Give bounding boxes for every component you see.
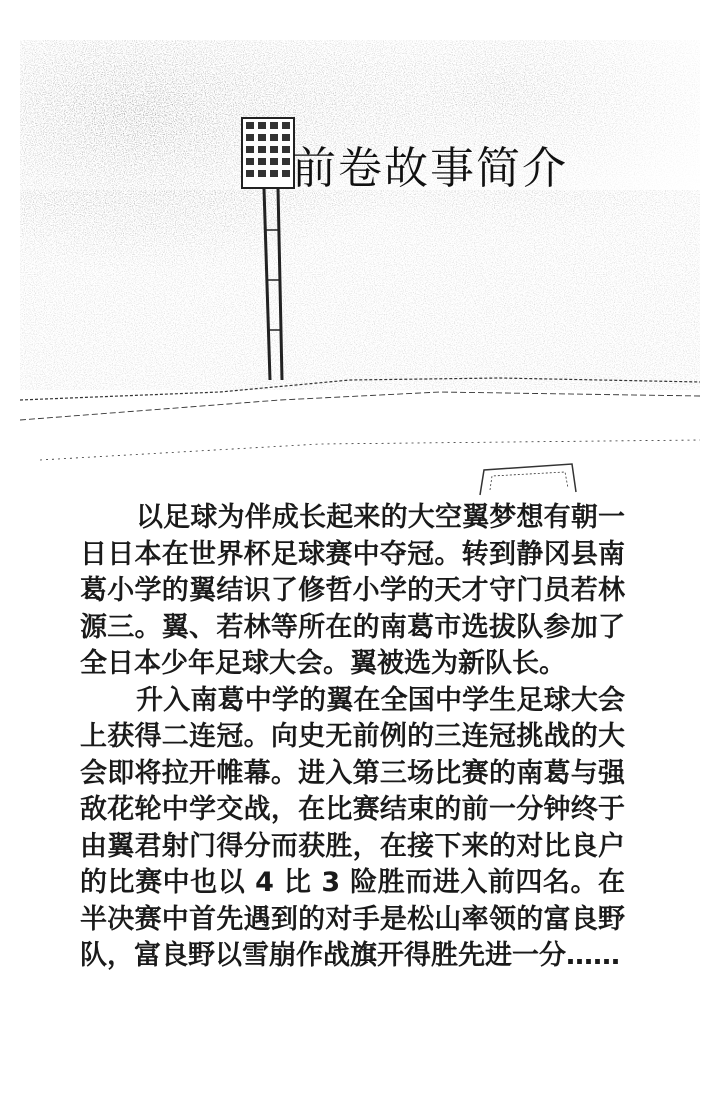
- page-title: 前卷故事简介: [292, 143, 568, 194]
- story-summary: [80, 500, 625, 975]
- summary-paragraph-1: 以足球为伴成长起来的大空翼梦想有朝一日日本在世界杯足球赛中夺冠。转到静冈县南葛小学的翼结识了修哲小学的天才守门员若林源三。翼、若林等所在的南葛市选拔队参加了全日本少年足球大会。翼被选为新队长。: [80, 502, 625, 679]
- summary-paragraph-2: 升入南葛中学的翼在全国中学生足球大会上获得二连冠。向史无前例的三连冠挑战的大会即将拉开帷幕。进入第三场比赛的南葛与强敌花轮中学交战，在比赛结束的前一分钟终于由翼君射门得分而获胜，在接下来的对比良户的比赛中也以 4 比 3 险胜而进入前四名。在半决赛中首先遇到的对手是松山率领的富良野队，富良野以雪崩作战旗开得胜先进一分……: [80, 684, 625, 971]
- goal-post: [480, 464, 576, 495]
- stadium-floodlight-illustration: [20, 40, 700, 510]
